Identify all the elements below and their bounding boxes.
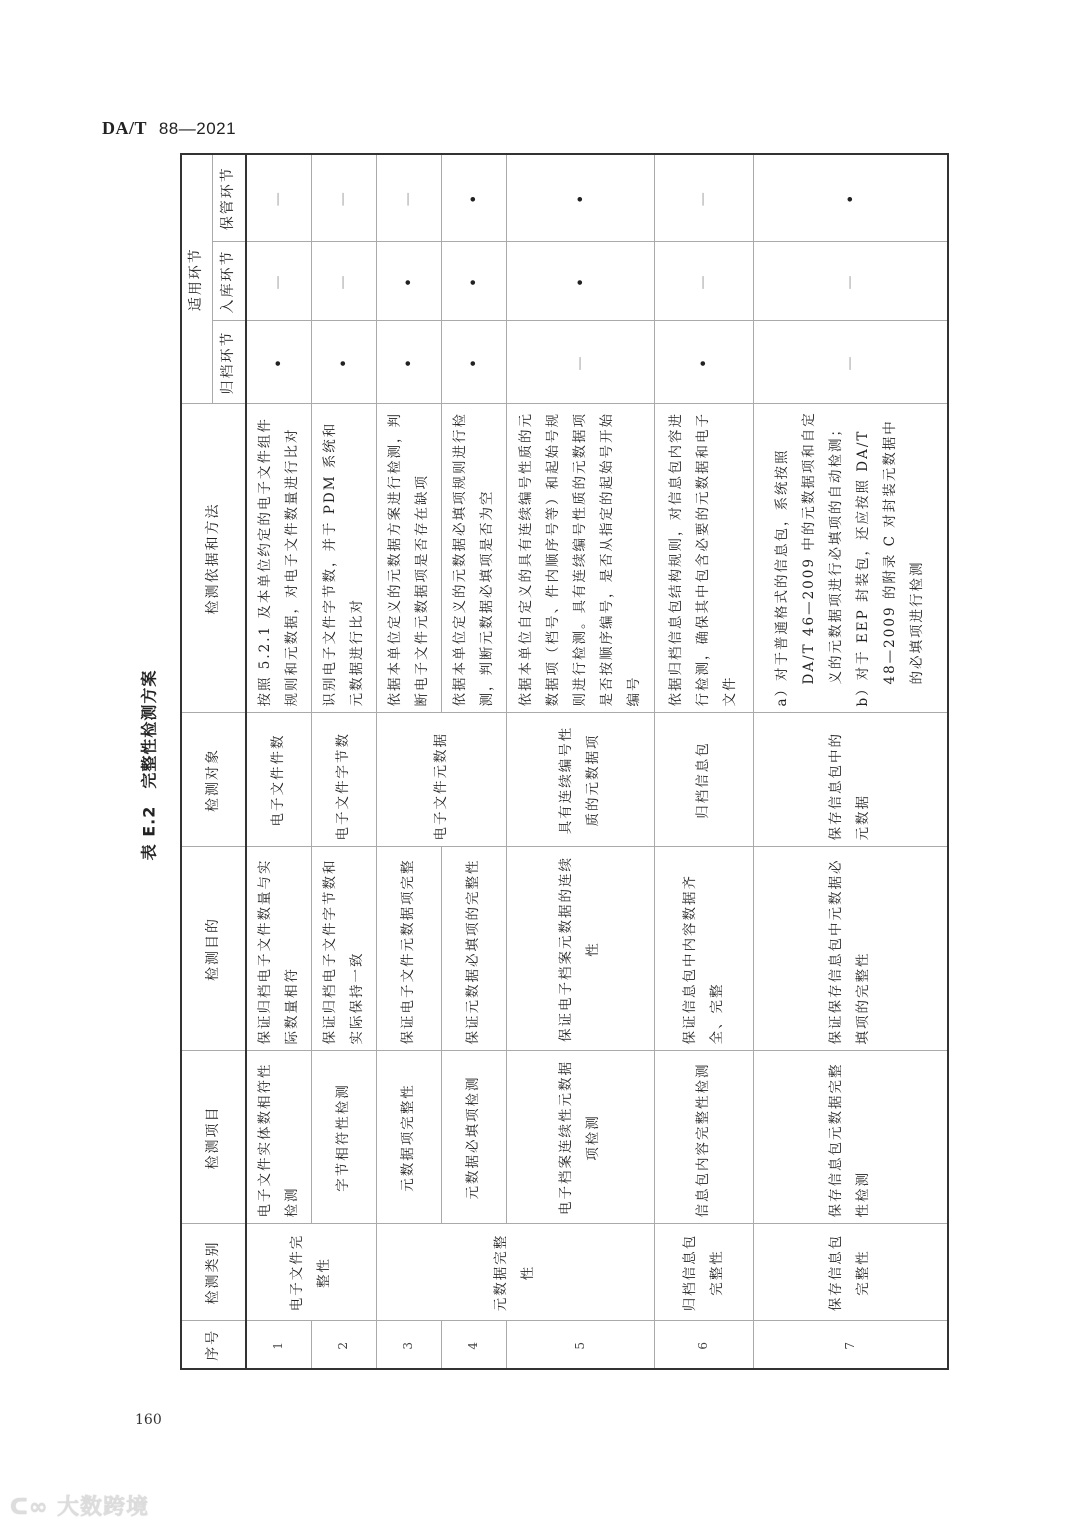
row-method: 识别电子文件字节数，并于 PDM 系统和元数据进行比对 (311, 404, 376, 713)
row-purpose: 保证元数据必填项的完整性 (441, 847, 506, 1051)
standard-number (102, 118, 236, 139)
stage-archive-mark: • (246, 321, 311, 404)
col-header-stage-archive: 归档环节 (212, 321, 246, 404)
row-purpose: 保证归档电子文件数量与实际数量相符 (246, 847, 311, 1051)
stage-archive-mark: • (441, 321, 506, 404)
page-number: 160 (135, 1412, 162, 1428)
rotated-table-wrapper (180, 155, 947, 1370)
row-seq: 1 (246, 1321, 311, 1369)
table-row (753, 154, 948, 1369)
stage-archive-mark: — (753, 321, 948, 404)
col-header-method: 检测依据和方法 (181, 404, 246, 713)
stage-ingest-mark: — (654, 242, 753, 321)
row-object: 电子文件件数 (246, 713, 311, 847)
col-header-stage-storage: 保管环节 (212, 154, 246, 242)
col-header-item: 检测项目 (181, 1051, 246, 1224)
row-object: 电子文件元数据 (376, 713, 506, 847)
row-seq: 5 (506, 1321, 654, 1369)
row-seq: 3 (376, 1321, 441, 1369)
row-item: 保存信息包元数据完整性检测 (753, 1051, 948, 1224)
stage-storage-mark: — (376, 154, 441, 242)
method-item-b: b）对于 EEP 封装包，还应按照 DA/T 48—2009 的附录 C 对封装元数据中的必填项进行检测 (855, 419, 926, 707)
row-seq: 2 (311, 1321, 376, 1369)
row-method: 按照 5.2.1 及本单位约定的电子文件组件规则和元数据，对电子文件数量进行比对 (246, 404, 311, 713)
row-seq: 7 (753, 1321, 948, 1369)
row-object: 具有连续编号性质的元数据项 (506, 713, 654, 847)
table-row (654, 154, 753, 1369)
col-header-purpose: 检测目的 (181, 847, 246, 1051)
row-method: 依据本单位定义的元数据必填项规则进行检测，判断元数据必填项是否为空 (441, 404, 506, 713)
table-row (506, 154, 654, 1369)
standard-prefix: DA/T (102, 118, 148, 138)
col-header-category: 检测类别 (181, 1224, 246, 1321)
row-method (753, 404, 948, 713)
row-item: 元数据必填项检测 (441, 1051, 506, 1224)
row-object: 电子文件字节数 (311, 713, 376, 847)
row-method: 依据归档信息包结构规则，对信息包内容进行检测，确保其中包含必要的元数据和电子文件 (654, 404, 753, 713)
stage-archive-mark: • (654, 321, 753, 404)
row-category: 保存信息包完整性 (753, 1224, 948, 1321)
stage-storage-mark: • (506, 154, 654, 242)
row-category: 归档信息包完整性 (654, 1224, 753, 1321)
row-item: 电子文件实体数相符性检测 (246, 1051, 311, 1224)
stage-storage-mark: — (654, 154, 753, 242)
watermark-logo (10, 1490, 149, 1521)
row-item: 元数据项完整性 (376, 1051, 441, 1224)
row-item: 字节相符性检测 (311, 1051, 376, 1224)
row-category: 元数据完整性 (376, 1224, 654, 1321)
row-purpose: 保证信息包中内容数据齐全、完整 (654, 847, 753, 1051)
watermark-text: 大数跨境 (56, 1495, 149, 1520)
row-object: 保存信息包中的元数据 (753, 713, 948, 847)
col-header-stage-group: 适用环节 (181, 154, 212, 404)
row-seq: 4 (441, 1321, 506, 1369)
method-item-a: a）对于普通格式的信息包，系统按照 DA/T 46—2009 中的元数据项和自定义的元数据项进行必填项的自动检测； (774, 411, 845, 707)
row-method: 依据本单位自定义的具有连续编号性质的元数据项（档号、件内顺序号等）和起始号规则进行检测。具有连续编号性质的元数据项是否按顺序编号，是否从指定的起始号开始编号 (506, 404, 654, 713)
stage-archive-mark: • (376, 321, 441, 404)
col-header-object: 检测对象 (181, 713, 246, 847)
row-object: 归档信息包 (654, 713, 753, 847)
stage-storage-mark: • (441, 154, 506, 242)
stage-storage-mark: — (246, 154, 311, 242)
watermark-icon: ᑕ∞ (10, 1495, 57, 1520)
col-header-stage-ingest: 入库环节 (212, 242, 246, 321)
stage-ingest-mark: — (753, 242, 948, 321)
stage-storage-mark: — (311, 154, 376, 242)
table-title: 表 E.2 完整性检测方案 (139, 669, 159, 861)
table-row (376, 154, 441, 1369)
table-row (246, 154, 311, 1369)
table-row (311, 154, 376, 1369)
stage-ingest-mark: • (441, 242, 506, 321)
standard-code: 88—2021 (158, 119, 237, 138)
stage-ingest-mark: — (311, 242, 376, 321)
col-header-seq: 序号 (181, 1321, 246, 1369)
stage-storage-mark: • (753, 154, 948, 242)
row-purpose: 保证电子档案元数据的连续性 (506, 847, 654, 1051)
stage-ingest-mark: — (246, 242, 311, 321)
stage-archive-mark: • (311, 321, 376, 404)
row-category: 电子文件完整性 (246, 1224, 376, 1321)
row-purpose: 保证归档电子文件字节数和实际保持一致 (311, 847, 376, 1051)
method-list (769, 411, 931, 707)
row-method: 依据本单位定义的元数据方案进行检测，判断电子文件元数据项是否存在缺项 (376, 404, 441, 713)
row-purpose: 保证保存信息包中元数据必填项的完整性 (753, 847, 948, 1051)
row-item: 电子档案连续性元数据项检测 (506, 1051, 654, 1224)
row-item: 信息包内容完整性检测 (654, 1051, 753, 1224)
stage-ingest-mark: • (376, 242, 441, 321)
stage-archive-mark: — (506, 321, 654, 404)
stage-ingest-mark: • (506, 242, 654, 321)
row-purpose: 保证电子文件元数据项完整 (376, 847, 441, 1051)
row-seq: 6 (654, 1321, 753, 1369)
completeness-check-table (180, 153, 949, 1370)
